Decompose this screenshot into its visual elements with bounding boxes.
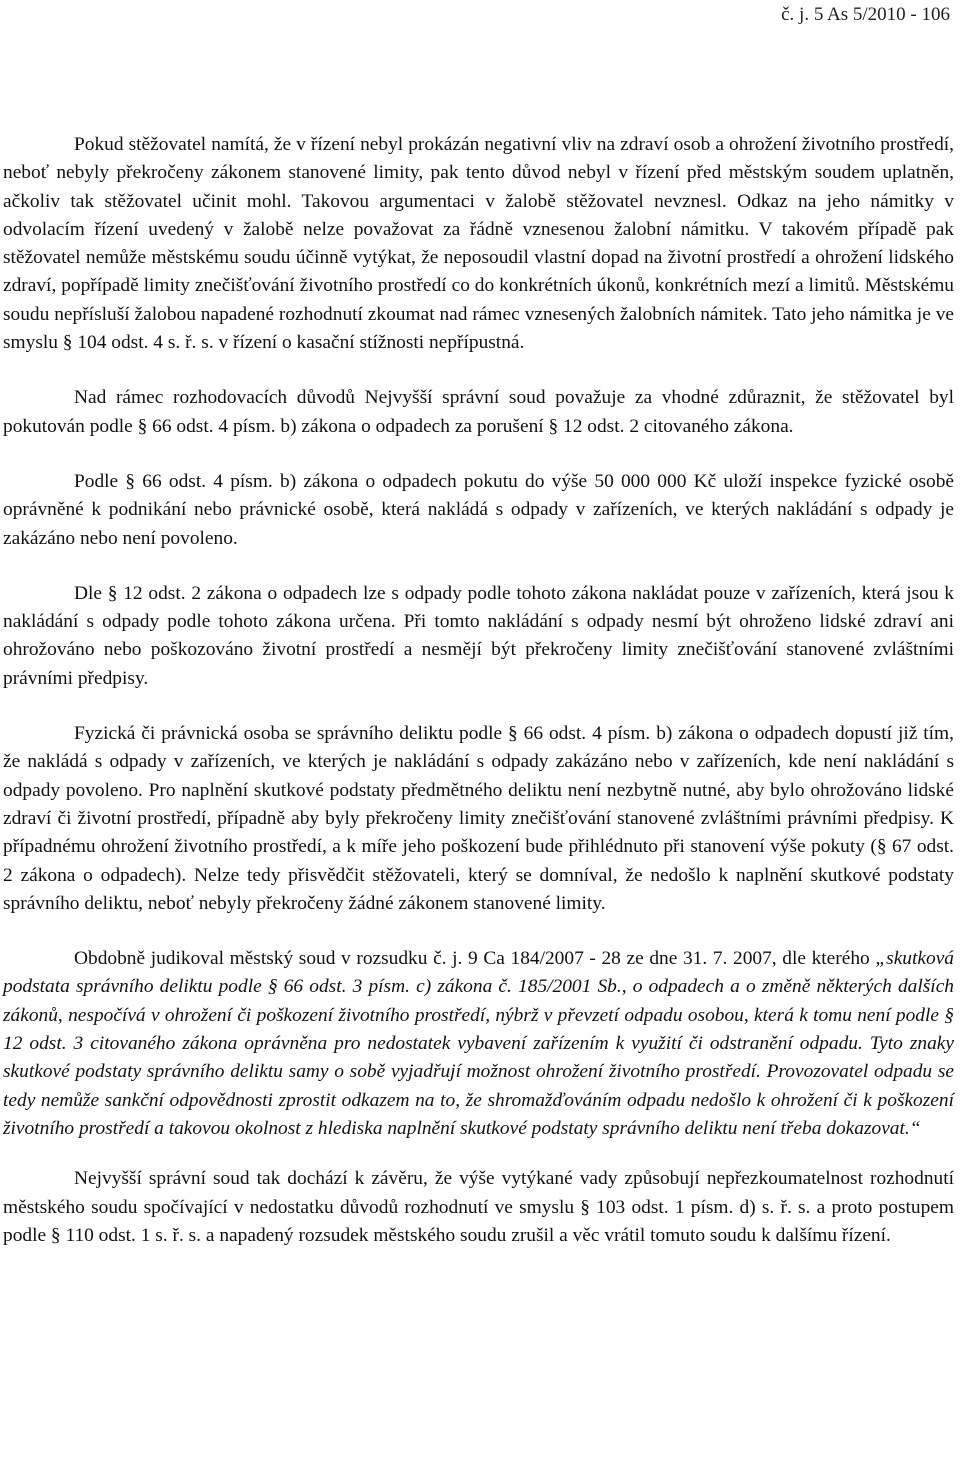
document-body xyxy=(3,131,954,1277)
paragraph-inadmissible-objection: Pokud stěžovatel namítá, že v řízení nebyl prokázán negativní vliv na zdraví osob a ohrožení životního prostředí, neboť nebyly překročeny zákonem stanovené limity, pak tento důvod nebyl v řízení před městským soudem uplatněn, ačkoliv tak stěžovatel učinit mohl. Takovou argumentaci v žalobě stěžovatel nevznesl. Odkaz na jeho námitky v odvolacím řízení uvedený v žalobě nelze považovat za řádně vznesenou žalobní námitku. V takovém případě pak stěžovatel nemůže městskému soudu účinně vytýkat, že neposoudil vlastní dopad na životní prostředí a ohrožení lidského zdraví, popřípadě limity znečišťování životního prostředí co do konkrétních úkonů, konkrétních mezí a limitů. Městskému soudu nepřísluší žalobou napadené rozhodnutí zkoumat nad rámec vznesených žalobních námitek. Tato jeho námitka je ve smyslu § 104 odst. 4 s. ř. s. v řízení o kasační stížnosti nepřípustná. xyxy=(3,134,954,354)
paragraph-case-law xyxy=(3,945,954,1143)
case-law-quote: „skutková podstata správního deliktu podle § 66 odst. 3 písm. c) zákona č. 185/2001 Sb., o odpadech a o změně některých dalších zákonů, nespočívá v ohrožení či poškození životního prostředí, nýbrž v převzetí odpadu osobou, která k tomu není podle § 12 odst. 3 citovaného zákona oprávněna pro nedostatek vybavení zařízením k využití či odstranění odpadu. Tyto znaky skutkové podstaty správního deliktu samy o sobě vyjadřují možnost ohrožení životního prostředí. Provozovatel odpadu se tedy nemůže sankční odpovědnosti zprostit odkazem na to, že shromažďováním odpadu nedošlo k ohrožení či k poškození životního prostředí a takovou okolnost z hlediska naplnění skutkové podstaty správního deliktu není třeba dokazovat.“ xyxy=(3,948,954,1139)
paragraph-conclusion: Nejvyšší správní soud tak dochází k závěru, že výše vytýkané vady způsobují nepřezkoumatelnost rozhodnutí městského soudu spočívající v nedostatku důvodů rozhodnutí ve smyslu § 103 odst. 1 písm. d) s. ř. s. a proto postupem podle § 110 odst. 1 s. ř. s. a napadený rozsudek městského soudu zrušil a věc vrátil tomuto soudu k dalšímu řízení. xyxy=(3,1168,954,1246)
paragraph-delict-definition: Fyzická či právnická osoba se správního deliktu podle § 66 odst. 4 písm. b) zákona o odpadech dopustí již tím, že nakládá s odpady v zařízeních, ve kterých je nakládání s odpady zakázáno nebo v zařízeních, kde není nakládání s odpady povoleno. Pro naplnění skutkové podstaty předmětného deliktu není nezbytně nutné, aby bylo ohrožováno lidské zdraví či životní prostředí, případně aby byly překročeny limity znečišťování stanovené zvláštními právními předpisy. K případnému ohrožení životního prostředí, a k míře jeho poškození bude přihlédnuto při stanovení výše pokuty (§ 67 odst. 2 zákona o odpadech). Nelze tedy přisvědčit stěžovateli, který se domníval, že nedošlo k naplnění skutkové podstaty správního deliktu, neboť nebyly překročeny žádné zákonem stanovené limity. xyxy=(3,723,954,914)
case-number-header: č. j. 5 As 5/2010 - 106 xyxy=(781,4,950,25)
paragraph-section-66: Podle § 66 odst. 4 písm. b) zákona o odpadech pokutu do výše 50 000 000 Kč uloží inspekce fyzické osobě oprávněné k podnikání nebo právnické osobě, která nakládá s odpady v zařízeních, ve kterých nakládání s odpady je zakázáno nebo není povoleno. xyxy=(3,470,954,549)
case-law-intro: Obdobně judikoval městský soud v rozsudku č. j. 9 Ca 184/2007 - 28 ze dne 31. 7. 2007, dle kterého xyxy=(74,948,876,970)
paragraph-penalty-basis: Nad rámec rozhodovacích důvodů Nejvyšší správní soud považuje za vhodné zdůraznit, že stěžovatel byl pokutován podle § 66 odst. 4 písm. b) zákona o odpadech za porušení § 12 odst. 2 citovaného zákona. xyxy=(3,387,954,437)
paragraph-section-12: Dle § 12 odst. 2 zákona o odpadech lze s odpady podle tohoto zákona nakládat pouze v zařízeních, která jsou k nakládání s odpady podle tohoto zákona určena. Při tomto nakládání s odpady nesmí být ohroženo lidské zdraví ani ohrožováno nebo poškozováno životní prostředí a nesmějí být překročeny limity znečišťování stanovené zvláštními právními předpisy. xyxy=(3,582,954,689)
